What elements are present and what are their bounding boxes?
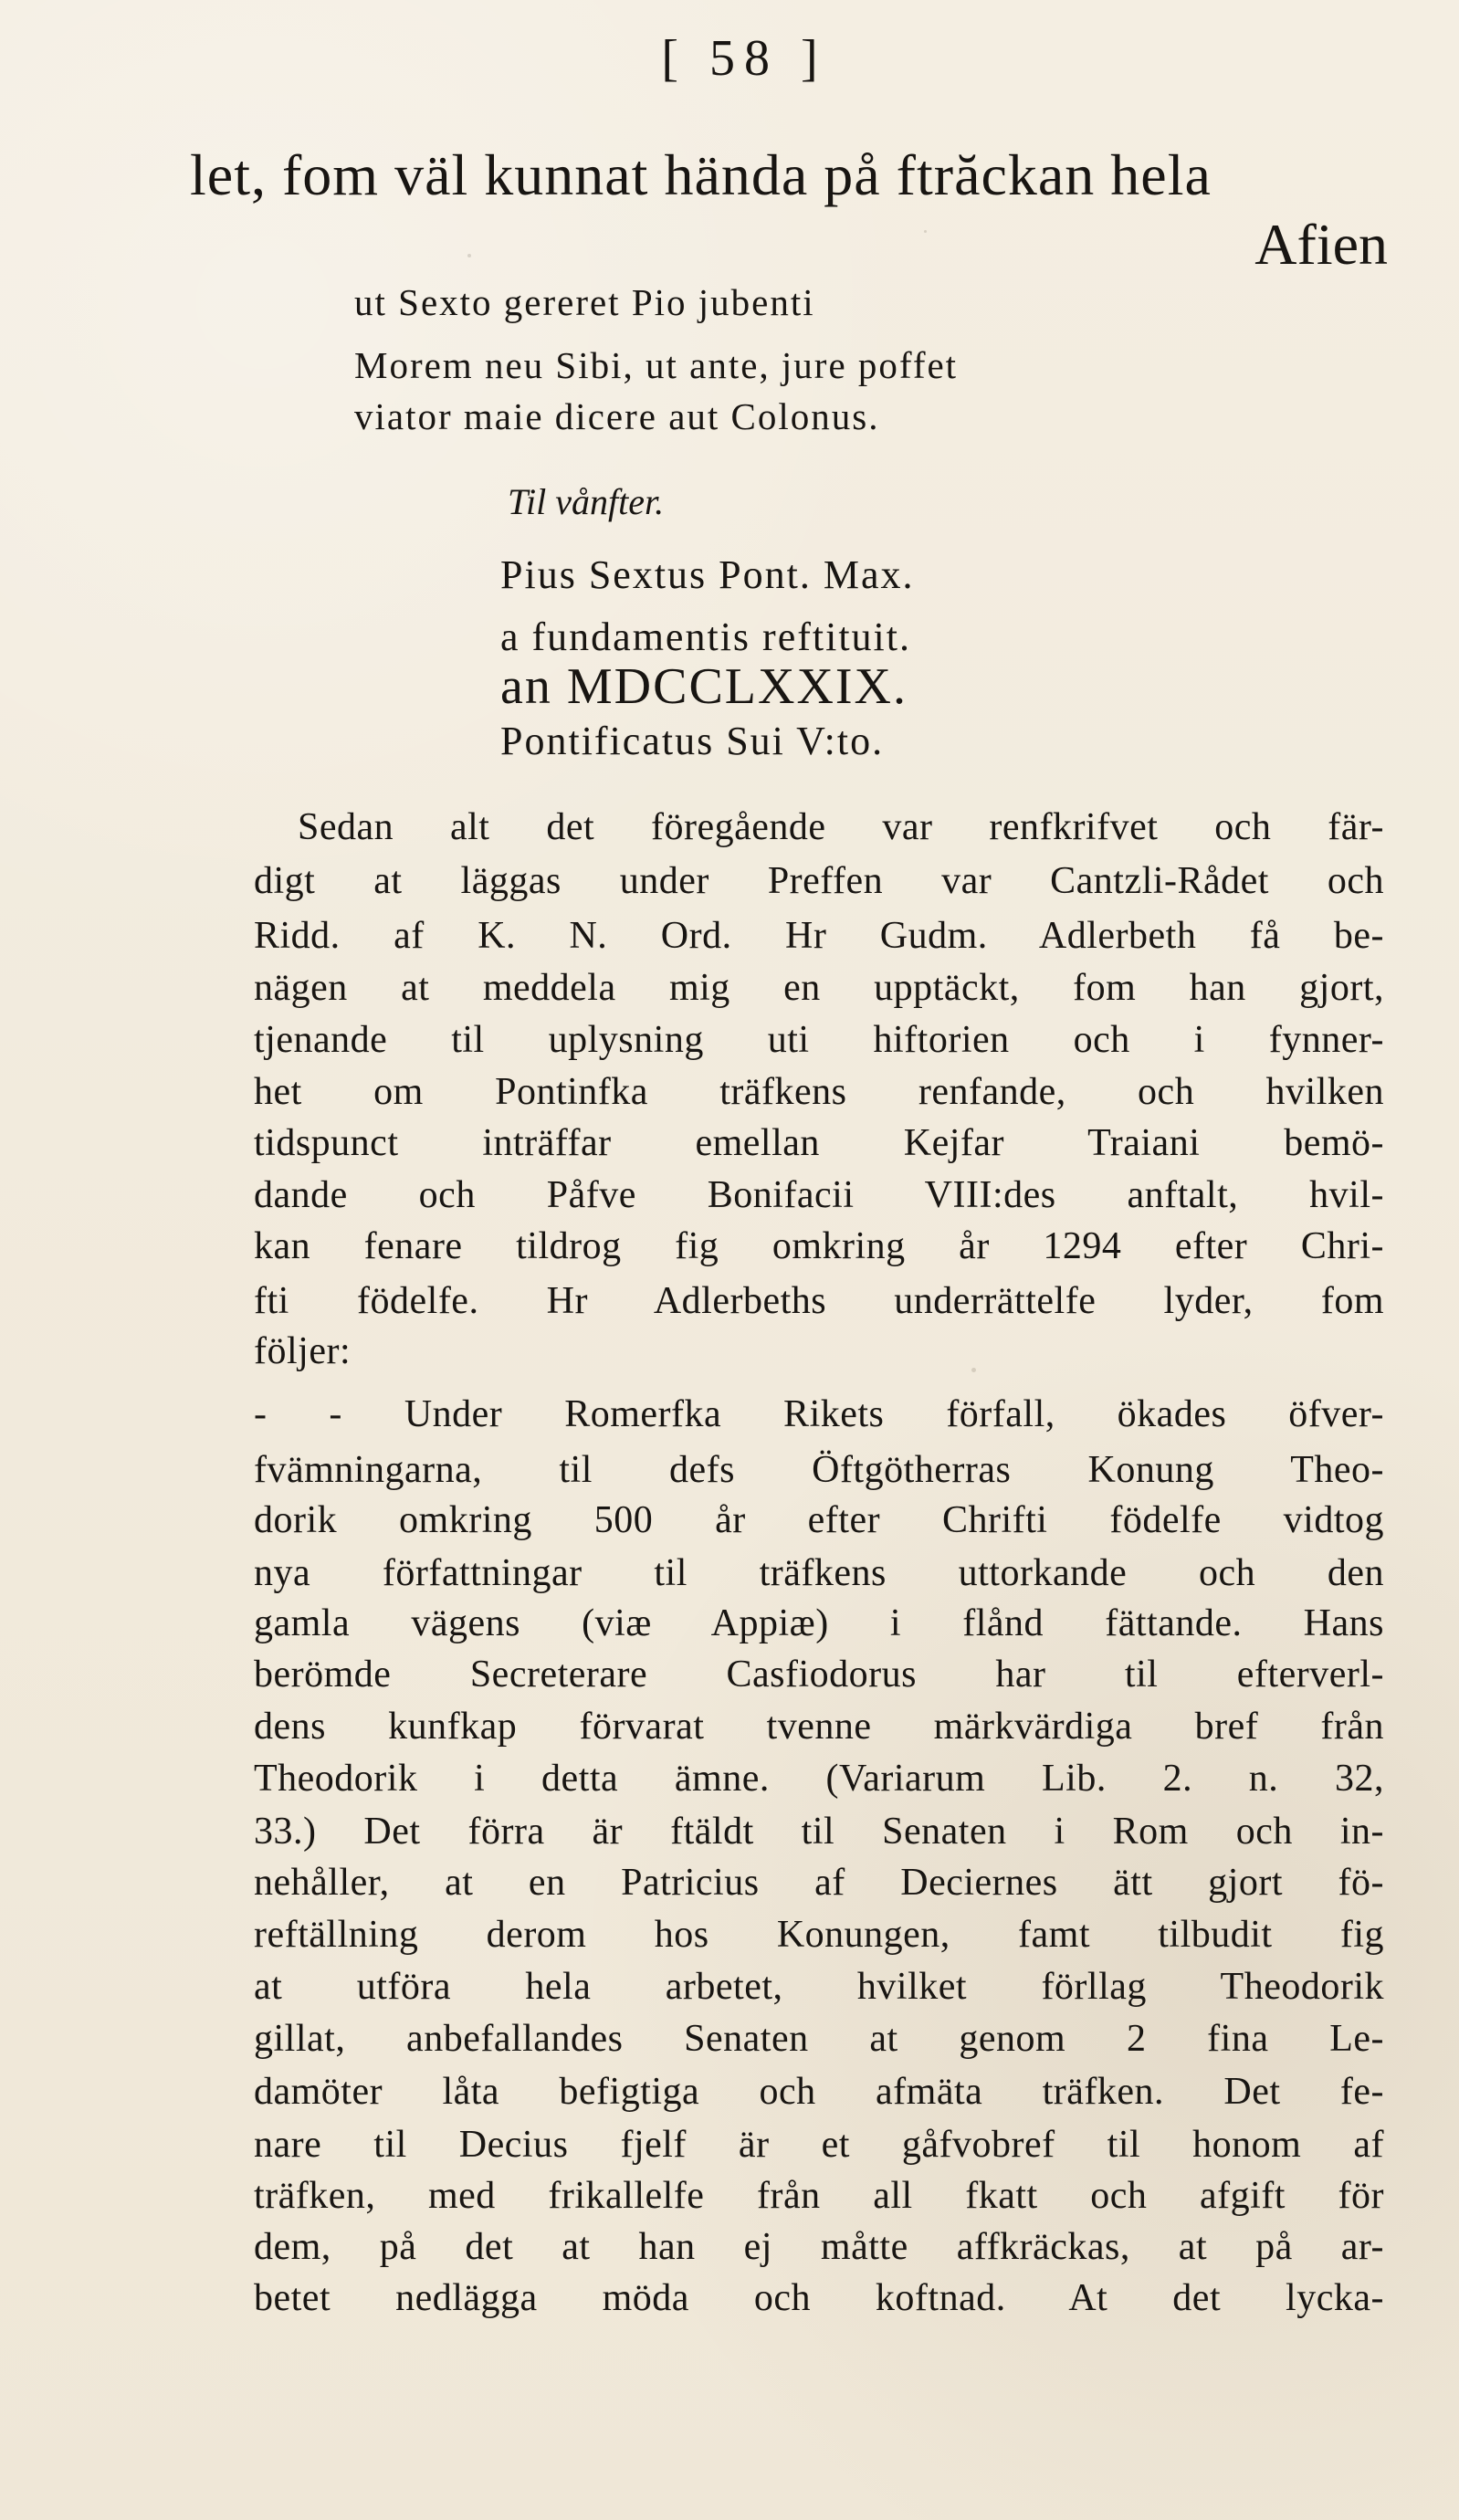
quoted-paragraph-line-11: reftällning derom hos Konungen, famt tilbudit fig <box>254 1914 1384 1956</box>
quoted-paragraph-line-16: träfken, med frikallelfe från all fkatt och afgift för <box>254 2175 1384 2217</box>
quoted-paragraph-line-3: dorik omkring 500 år efter Chrifti födelfe vidtog <box>254 1499 1384 1541</box>
quoted-paragraph-line-17: dem, på det at han ej måtte affkräckas, at på ar- <box>254 2226 1384 2268</box>
quoted-paragraph-line-15: nare til Decius fjelf är et gåfvobref til honom af <box>254 2124 1384 2166</box>
quoted-paragraph-line-6: berömde Secreterare Casfiodorus har til efterverl- <box>254 1654 1384 1696</box>
body-paragraph-line-1: Sedan alt det föregående var renfkrifvet och fär- <box>298 806 1384 848</box>
quoted-paragraph-line-2: fvämningarna, til defs Öftgötherras Konung Theo- <box>254 1449 1384 1491</box>
body-paragraph-line-10: fti födelfe. Hr Adlerbeths underrättelfe lyder, fom <box>254 1280 1384 1322</box>
paper-speck-3 <box>971 1368 976 1372</box>
opening-text-line-2: Afien <box>1254 212 1388 277</box>
quoted-paragraph-line-10: nehåller, at en Patricius af Deciernes ätt gjort fö- <box>254 1862 1384 1904</box>
page-number-header: [ 58 ] <box>661 30 827 87</box>
body-paragraph-line-11: följer: <box>254 1330 352 1372</box>
latin-verse-line-1: ut Sexto gereret Pio jubenti <box>354 281 815 323</box>
body-paragraph-line-2: digt at läggas under Preffen var Cantzli-Rådet och <box>254 860 1384 902</box>
paper-speck-4 <box>1349 1631 1352 1633</box>
inscription-line-1: Pius Sextus Pont. Max. <box>500 552 915 597</box>
quoted-paragraph-line-1: - - Under Romerfka Rikets förfall, ökades öfver- <box>254 1393 1384 1435</box>
inscription-line-3: an MDCCLXXIX. <box>500 658 908 715</box>
body-paragraph-line-3: Ridd. af K. N. Ord. Hr Gudm. Adlerbeth få be- <box>254 915 1384 957</box>
inscription-line-4: Pontificatus Sui V:to. <box>500 719 885 763</box>
quoted-paragraph-line-13: gillat, anbefallandes Senaten at genom 2 fina Le- <box>254 2018 1384 2060</box>
paper-speck-1 <box>467 254 471 257</box>
latin-verse-line-2: Morem neu Sibi, ut ante, jure poffet <box>354 344 959 386</box>
opening-text-line-1: let, fom väl kunnat hända på ftrăckan hela <box>190 142 1212 207</box>
body-paragraph-line-8: dande och Påfve Bonifacii VIII:des anftalt, hvil- <box>254 1174 1384 1216</box>
paper-speck-2 <box>924 230 927 233</box>
quoted-paragraph-line-18: betet nedlägga möda och koftnad. At det lycka- <box>254 2277 1384 2319</box>
quoted-paragraph-line-9: 33.) Det förra är ftäldt til Senaten i Rom och in- <box>254 1811 1384 1853</box>
quoted-paragraph-line-5: gamla vägens (viæ Appiæ) i flånd fättande. Hans <box>254 1602 1384 1644</box>
body-paragraph-line-4: nägen at meddela mig en upptäckt, fom han gjort, <box>254 967 1384 1009</box>
body-paragraph-line-6: het om Pontinfka träfkens renfande, och hvilken <box>254 1071 1384 1113</box>
quoted-paragraph-line-14: damöter låta befigtiga och afmäta träfken. Det fe- <box>254 2071 1384 2113</box>
quoted-paragraph-line-7: dens kunfkap förvarat tvenne märkvärdiga bref från <box>254 1706 1384 1748</box>
section-heading-left-side: Til vånfter. <box>508 481 665 522</box>
latin-verse-line-3: viator maie dicere aut Colonus. <box>354 395 880 437</box>
quoted-paragraph-line-4: nya författningar til träfkens uttorkande och den <box>254 1552 1384 1594</box>
body-paragraph-line-7: tidspunct inträffar emellan Kejfar Traiani bemö- <box>254 1122 1384 1164</box>
body-paragraph-line-9: kan fenare tildrog fig omkring år 1294 efter Chri- <box>254 1225 1384 1267</box>
quoted-paragraph-line-8: Theodorik i detta ämne. (Variarum Lib. 2. n. 32, <box>254 1758 1384 1800</box>
inscription-line-2: a fundamentis reftituit. <box>500 614 911 659</box>
body-paragraph-line-5: tjenande til uplysning uti hiftorien och i fynner- <box>254 1019 1384 1061</box>
quoted-paragraph-line-12: at utföra hela arbetet, hvilket förllag Theodorik <box>254 1966 1384 2008</box>
